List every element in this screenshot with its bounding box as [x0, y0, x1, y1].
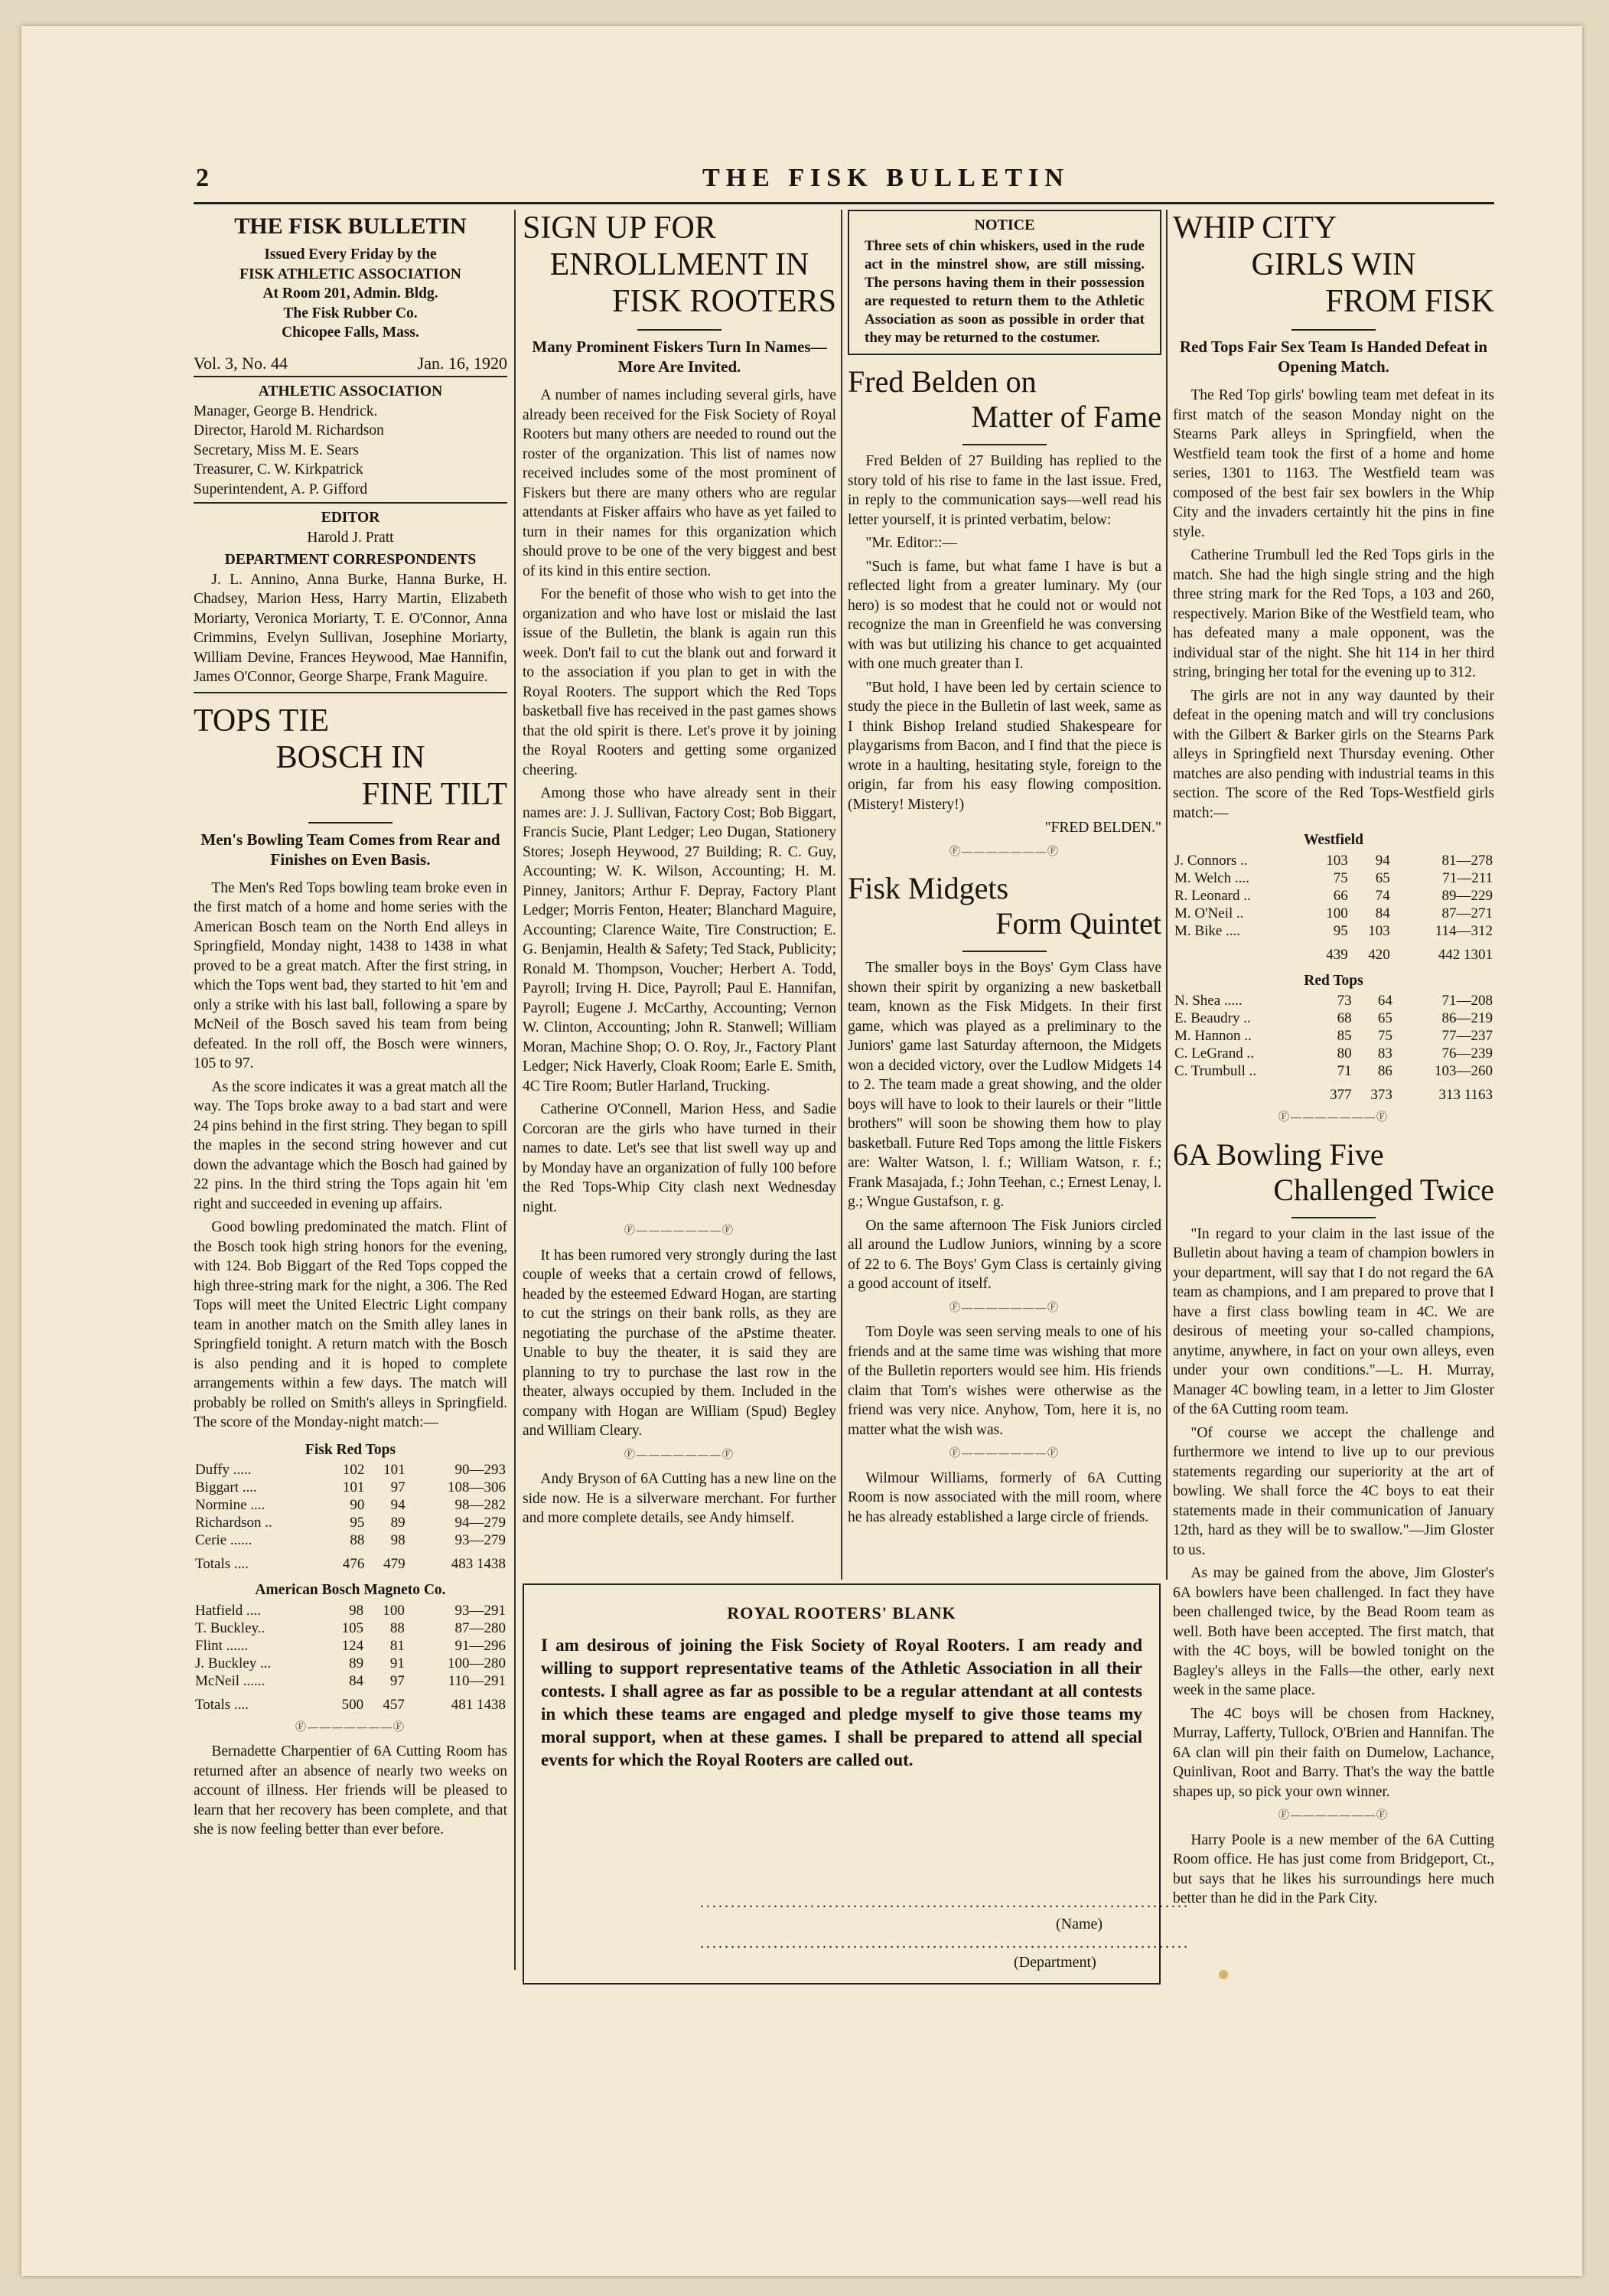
midgets-paragraph: On the same afternoon The Fisk Juniors circled all around the Ludlow Juniors, winning by a score of 22 to 6. The Boys' Gym Class is certainly giving a good account of itself.: [848, 1217, 1161, 1292]
table-row: M. Hannon .. 85 75 77—237: [1174, 1028, 1493, 1044]
whip-subhead: Red Tops Fair Sex Team Is Handed Defeat in Opening Match.: [1179, 338, 1488, 376]
belden-paragraph: Fred Belden of 27 Building has replied to the story told of his rise to fame in the last issue. Fred, in reply to the communication says—well read his letter yourself, it is printed verbatim, below:: [848, 453, 1161, 528]
table-row: C. LeGrand .. 80 83 76—239: [1174, 1045, 1493, 1062]
westfield-score-table: [1173, 852, 1494, 964]
fisk-ornament-divider: Ⓕ———————Ⓕ: [295, 1721, 406, 1733]
belden-headline: Fred Belden on Matter of Fame: [848, 364, 1161, 434]
belden-paragraph: "Mr. Editor::—: [865, 535, 957, 551]
paper-stain: [1219, 1970, 1228, 1979]
table-row: C. Trumbull .. 71 86 103—260: [1174, 1063, 1493, 1079]
org-line: FISK ATHLETIC ASSOCIATION: [239, 266, 461, 282]
whip-headline: WHIP CITY GIRLS WIN FROM FISK: [1173, 210, 1494, 319]
headline-rule: [1291, 329, 1376, 331]
column-divider: [1166, 210, 1168, 1580]
news-item: Tom Doyle was seen serving meals to one of his friends and at the same time was wishing that more of the Bulletin reporters would see him. His friends claim that Tom's wishes were otherwise as the friend was very nice. Anyhow, Tom, here it is, no matter what the wish was.: [848, 1324, 1161, 1438]
sixa-headline: 6A Bowling Five Challenged Twice: [1173, 1137, 1494, 1207]
table-row: T. Buckley.. 105 88 87—280: [195, 1619, 506, 1636]
column-divider: [841, 210, 842, 1580]
column-2: [523, 210, 836, 1532]
page-number: 2: [196, 164, 209, 192]
redtops-table-caption: Red Tops: [1304, 972, 1363, 989]
officer: Manager, George B. Hendrick.: [194, 403, 378, 419]
belden-paragraph: "Such is fame, but what fame I have is but a reflected light from a greater luminary. My (our hero) is so modest that he could not or would not recognize the man in Greenfield he was conversing with was but utilizing his chance to get acquainted with one much greater than I.: [848, 558, 1161, 672]
table-row: Duffy ..... 102 101 90—293: [195, 1462, 506, 1478]
issued-line: Issued Every Friday by the: [264, 246, 437, 263]
editor-title: EDITOR: [321, 510, 380, 526]
box-title: THE FISK BULLETIN: [234, 214, 467, 239]
sixa-paragraph: "In regard to your claim in the last issue of the Bulletin about having a team of champion bowlers in your department, will say that I do not regard the 6A team as champions, and I am prepared to prove that I have a first class bowling team in 4C. We are desirous of meeting your so-called champions, anytime, anywhere, in fact on your own alleys, even under your own conditions."—L. H. Murray, Manager 4C bowling team, in a letter to Jim Gloster of the 6A Cutting room team.: [1173, 1225, 1494, 1417]
column-3: [848, 210, 1161, 1531]
rooters-paragraph: Among those who have already sent in their names are: J. J. Sullivan, Factory Cost; Bob Biggart, Francis Sucie, Plant Ledger; Leo Dugan, Stationery Stores; Joseph Heywood, 27 Building; R. C. Guy, Accounting; W. K. Wilson, Accounting; H. M. Pinney, Janitors; Arthur F. Depray, Factory Plant Ledger; Morris Fenton, Heater; Blanchard Maguire, Accounting; Clarence Waite, Tire Construction; E. G. Benjamin, Health & Safety; Ted Stack, Publicity; Ronald M. Thompson, Voucher; Herbert A. Todd, Payroll; Irving H. Dice, Payroll; Paul E. Hannifan, Payroll; Eugene J. McCarthy, Accounting; Vernon W. Clinton, Accounting; John R. Stanwell; William Moran, Machine Shop; O. O. Roy, Jr., Factory Plant Ledger; Nick Haverly, Cloak Room; Earle E. Smith, 4C Tire Room; Butler Harland, Trucking.: [523, 785, 836, 1094]
table-total-row: 377 373 313 1163: [1330, 1087, 1493, 1103]
table-row: E. Beaudry .. 68 65 86—219: [1174, 1010, 1493, 1026]
rooters-subhead: Many Prominent Fiskers Turn In Names—More Are Invited.: [532, 338, 827, 376]
news-item: Harry Poole is a new member of the 6A Cutting Room office. He has just come from Bridgeport, Ct., but says that he likes his surroundings here much better than he did in the Park City.: [1173, 1831, 1494, 1906]
name-line[interactable]: ................................................................................: [700, 1894, 1190, 1911]
table-total-row: Totals .... 500 457 481 1438: [195, 1696, 506, 1713]
department-line[interactable]: ................................................................................: [700, 1935, 1190, 1952]
fisk-ornament-divider: Ⓕ———————Ⓕ: [624, 1225, 734, 1237]
officer: Treasurer, C. W. Kirkpatrick: [194, 461, 363, 478]
fisk-ornament-divider: Ⓕ———————Ⓕ: [624, 1449, 734, 1461]
department-label: (Department): [1014, 1954, 1096, 1971]
table-row: Biggart .... 101 97 108—306: [195, 1479, 506, 1495]
notice-title: NOTICE: [974, 217, 1035, 233]
rooters-headline: SIGN UP FOR ENROLLMENT IN FISK ROOTERS: [523, 210, 836, 319]
royal-rooters-blank: [523, 1583, 1190, 1985]
fisk-ornament-divider: Ⓕ———————Ⓕ: [1278, 1810, 1389, 1821]
belden-signature: "FRED BELDEN.": [1044, 820, 1161, 836]
midgets-headline: Fisk Midgets Form Quintet: [848, 871, 1161, 941]
table-row: Cerie ...... 88 98 93—279: [195, 1532, 506, 1548]
table-row: J. Buckley ... 89 91 100—280: [195, 1655, 506, 1671]
midgets-paragraph: The smaller boys in the Boys' Gym Class have shown their spirit by organizing a new basketball team, known as the Fisk Midgets. In their first game, which was played as a preliminary to the Juniors' game last Saturday afternoon, the Midgets won a decided victory, over the Ludlow Midgets 14 to 2. The team made a great showing, and the older boys will have to look to their laurels or their "little brothers" will soon be showing them how to play basketball. Future Red Tops among the little Fiskers are: Walter Watson, l. f.; William Watson, r. f.; Frank Masajada, f.; John Teehan, c.; Ernest Lenay, l. g.; Wngue Gustafson, r. g.: [848, 960, 1161, 1210]
table-row: M. Bike .... 95 103 114—312: [1174, 922, 1493, 939]
rooters-paragraph: A number of names including several girls, have already been received for the Fisk Society of Royal Rooters but many others are needed to round out the roster of the organization. This list of names now received includes some of the most prominent of Fiskers but there are many others who are regular attendants at Fisker affairs who have as yet failed to turn in their names for this organization which should prove to be one of the very biggest and best of its kind in this entire section.: [523, 387, 836, 579]
westfield-table-caption: Westfield: [1304, 832, 1363, 848]
company-line: The Fisk Rubber Co.: [283, 305, 418, 321]
tops-paragraph: As the score indicates it was a great match all the way. The Tops broke away to a bad start and were 24 pins behind in the first string. They began to spill the maples in the second string however and cut down the advantage which the Bosch had gained by 22 pins. In the third string the Tops again hit 'em right and succeeded in evening up affairs.: [194, 1078, 507, 1212]
column-1: [194, 210, 507, 1844]
editor-name: Harold J. Pratt: [307, 529, 394, 546]
whip-paragraph: The girls are not in any way daunted by their defeat in the opening match and will try conclusions with the Gilbert & Barker girls on the Stearns Park alleys in Springfield next Thursday evening. Other matches are also pending with industrial teams in this section. The score of the Red Tops-Westfield girls match:—: [1173, 687, 1494, 821]
sixa-paragraph: The 4C boys will be chosen from Hackney, Murray, Lafferty, Tullock, O'Brien and Hannifan. The 6A clan will pin their faith on Dumelow, Lachance, Quinlivan, Root and Barry. That's the way the battle shapes up, so pick your own winner.: [1173, 1705, 1494, 1800]
officer: Secretary, Miss M. E. Sears: [194, 442, 359, 458]
table-total-row: Totals .... 476 479 483 1438: [195, 1556, 506, 1572]
table-row: Normine .... 90 94 98—282: [195, 1497, 506, 1513]
news-item: Bernadette Charpentier of 6A Cutting Room has returned after an absence of nearly two weeks on account of illness. Her friends will be pleased to learn that her recovery has been complete, and that she is now feeling better than ever before.: [194, 1743, 507, 1838]
fisk-ornament-divider: Ⓕ———————Ⓕ: [949, 1302, 1060, 1314]
rooters-paragraph: For the benefit of those who wish to get into the organization and who have lost or mislaid the last issue of the Bulletin, the blank is again run this week. Don't fail to cut the blank out and forward it to the association if you plan to get in with the Royal Rooters. The support which the Red Tops basketball five has received in the past games shows that the old spirit is there. Let's prove it by joining the Royal Rooters and getting some organized cheering.: [523, 586, 836, 778]
column-divider: [514, 210, 516, 1970]
room-line: At Room 201, Admin. Bldg.: [262, 285, 438, 302]
headline-rule: [637, 329, 721, 331]
tops-headline: TOPS TIE BOSCH IN FINE TILT: [194, 703, 507, 812]
sixa-paragraph: "Of course we accept the challenge and furthermore we intend to live up to our previous statements regarding our superiority at the art of bowling. We shall force the 4C boys to eat their statements made in their communication of January 12th, hard as they will be to swallow."—Jim Gloster to us.: [1173, 1424, 1494, 1558]
column-4: [1173, 210, 1494, 1913]
table-row: N. Shea ..... 73 64 71—208: [1174, 993, 1493, 1009]
tops-paragraph: Good bowling predominated the match. Flint of the Bosch took high string honors for the evening, with 124. Bob Biggart of the Red Tops copped the high three-string mark for the night, a 306. The Red Tops will meet the United Electric Light company team in another match on the Smith alley lanes in Springfield tonight. A return match with the Bosch is also pending and it is hoped to complete arrangements within a few days. The match will probably be rolled on Smith's alleys in Springfield. The score of the Monday-night match:—: [194, 1219, 507, 1430]
headline-rule: [1291, 1217, 1376, 1218]
news-item: Andy Bryson of 6A Cutting has a new line on the side now. He is a silverware merchant. For further and more complete details, see Andy himself.: [523, 1471, 836, 1526]
fisk-ornament-divider: Ⓕ———————Ⓕ: [1278, 1112, 1389, 1124]
dept-names: J. L. Annino, Anna Burke, Hanna Burke, H. Chadsey, Marion Hess, Harry Martin, Elizabeth Moriarty, Veronica Moriarty, T. E. O'Connor, Anna Crimmins, Evelyn Sullivan, Josephine Moriarty, William Devine, Frances Heywood, Mae Hannifin, James O'Connor, George Sharpe, Frank Maguire.: [194, 570, 507, 693]
volume-row: [194, 354, 507, 378]
assoc-title: ATHLETIC ASSOCIATION: [258, 383, 443, 400]
table-row: M. O'Neil .. 100 84 87—271: [1174, 905, 1493, 921]
dept-title: DEPARTMENT CORRESPONDENTS: [224, 552, 477, 568]
newspaper-page: [21, 26, 1582, 2276]
rooters-paragraph: Catherine O'Connell, Marion Hess, and Sadie Corcoran are the girls who have turned in their names to date. Let's see that list swell way up and by Monday have an organization of fully 100 before the Red Tops-Whip City clash next Wednesday night.: [523, 1101, 836, 1215]
news-item: Wilmour Williams, formerly of 6A Cutting Room is now associated with the mill room, where he has already established a large circle of friends.: [848, 1469, 1161, 1525]
fisk-ornament-divider: Ⓕ———————Ⓕ: [949, 846, 1060, 858]
headline-rule: [962, 951, 1047, 952]
masthead-title: THE FISK BULLETIN: [702, 164, 1070, 192]
masthead-rule: [194, 202, 1494, 204]
fisk-table-caption: Fisk Red Tops: [305, 1441, 396, 1458]
table-row: McNeil ...... 84 97 110—291: [195, 1672, 506, 1689]
bosch-table-caption: American Bosch Magneto Co.: [255, 1582, 446, 1598]
officer-list: [194, 402, 507, 504]
table-row: Hatfield .... 98 100 93—291: [195, 1602, 506, 1619]
notice-text: Three sets of chin whiskers, used in the rude act in the minstrel show, are still missing. The persons having them in their possession are requested to return them to the Athletic Association as soon as possible in order that they may be returned to the costumer.: [865, 238, 1145, 346]
bosch-score-table: [194, 1602, 507, 1714]
table-row: R. Leonard .. 66 74 89—229: [1174, 887, 1493, 904]
whip-paragraph: Catherine Trumbull led the Red Tops girls in the match. She had the high single string and the high three string mark for the Red Tops, a 103 and 260, respectively. Marion Bike of the Westfield team, who has defeated many a male opponent, was the individual star of the night. She hit 114 in her third string, bringing her total for the evening up to 312.: [1173, 547, 1494, 680]
table-row: Richardson .. 95 89 94—279: [195, 1515, 506, 1531]
officer: Director, Harold M. Richardson: [194, 422, 384, 439]
redtops-score-table: [1173, 992, 1494, 1104]
fisk-ornament-divider: Ⓕ———————Ⓕ: [949, 1448, 1060, 1459]
table-row: J. Connors .. 103 94 81—278: [1174, 852, 1493, 869]
issue-date: Jan. 16, 1920: [417, 353, 507, 373]
officer: Superintendent, A. P. Gifford: [194, 481, 368, 497]
tops-subhead: Men's Bowling Team Comes from Rear and Finishes on Even Basis.: [200, 830, 500, 869]
table-row: Flint ...... 124 81 91—296: [195, 1637, 506, 1654]
tops-paragraph: The Men's Red Tops bowling team broke even in the first match of a home and home series with the American Bosch team on the North End alleys in Springfield, Monday night, 1438 to 1438 in what proved to be a great match. After the first string, in which the Tops went bad, they started to hit 'em and only a strike with his last ball, following a spare by McNeil of the Bosch saved his team from being defeated. In the roll off, the Bosch were winners, 105 to 97.: [194, 879, 507, 1071]
name-label: (Name): [1056, 1916, 1103, 1932]
belden-paragraph: "But hold, I have been led by certain science to study the piece in the Bulletin of last week, same as I think Bishop Ireland studied Shakespeare for playgarisms from Bacon, and I find that the piece is wrote in a haulting, hesitating style, foreign to the origin, far from his easy flowing composition. (Mistery! Mistery!): [848, 679, 1161, 813]
table-total-row: 439 420 442 1301: [1326, 946, 1493, 963]
sixa-paragraph: As may be gained from the above, Jim Gloster's 6A bowlers have been challenged. In fact they have been challenged twice, by the Bead Room team as well. Both have been accepted. The first match, that with the 4C boys, will be bowled tonight on the Bagley's alleys in the Falls—the other, early next week in the same place.: [1173, 1565, 1494, 1698]
notice-box: [848, 210, 1161, 355]
whip-paragraph: The Red Top girls' bowling team met defeat in its first match of the season Monday night on the Stearns Park alleys in Springfield, when the Westfield team took the first of a home and home series, 1301 to 1163. The Westfield team was composed of the best fair sex bowlers in the Whip City and the invaders certaintly hit the pins in fine style.: [1173, 387, 1494, 540]
headline-rule: [962, 444, 1047, 445]
headline-rule: [308, 822, 392, 823]
table-row: M. Welch .... 75 65 71—211: [1174, 869, 1493, 886]
place-line: Chicopee Falls, Mass.: [282, 325, 419, 341]
volume-number: Vol. 3, No. 44: [194, 353, 288, 373]
blank-title: ROYAL ROOTERS' BLANK: [727, 1603, 956, 1623]
news-item: It has been rumored very strongly during the last couple of weeks that a certain crowd of fellows, headed by the esteemed Edward Hogan, are starting to cut the strings on their bank rolls, as they are negotiating the purchase of the aPstime theater. Unable to buy the theater, it is said they are planning to try to purchase the last row in the theater, always occupied by them. Included in the company with Hogan are William (Spud) Begley and William Cleary.: [523, 1247, 836, 1439]
fisk-score-table: [194, 1461, 507, 1573]
blank-text: I am desirous of joining the Fisk Society of Royal Rooters. I am ready and willing to support representative teams of the Athletic Association in all their contests. I shall agree as far as possible to be a regular attendant at all contests in which these teams are engaged and pledge myself to give those teams my moral support, when at these games. I shall be prepared to attend all special events for which the Royal Rooters are called out.: [541, 1636, 1142, 1769]
